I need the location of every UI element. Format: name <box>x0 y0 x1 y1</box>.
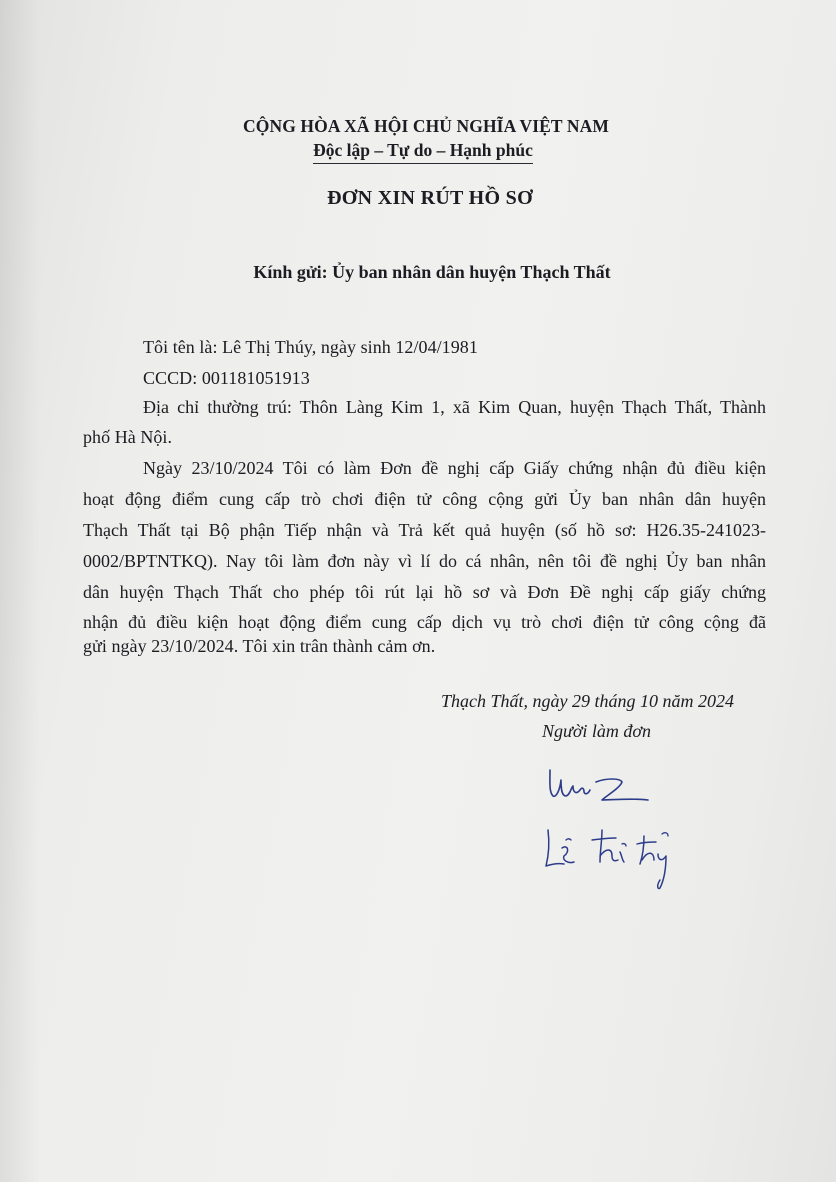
place-date: Thạch Thất, ngày 29 tháng 10 năm 2024 <box>441 691 735 711</box>
recipient-line: Kính gửi: Ủy ban nhân dân huyện Thạch Thất <box>253 262 611 282</box>
body-line-last: gửi ngày 23/10/2024. Tôi xin trân thành cảm ơn. <box>83 636 436 656</box>
page-edge-shadow <box>0 0 40 1182</box>
national-name: CỘNG HÒA XÃ HỘI CHỦ NGHĨA VIỆT NAM <box>243 116 609 136</box>
body-line: 0002/BPTNTKQ). Nay tôi làm đơn này vì lí do cá nhân, nên tôi đề nghị Ủy ban nhân <box>83 551 766 571</box>
name-line: Tôi tên là: Lê Thị Thúy, ngày sinh 12/04/1981 <box>143 337 478 357</box>
body-line: dân huyện Thạch Thất cho phép tôi rút lại hồ sơ và Đơn Đề nghị cấp giấy chứng <box>83 582 766 602</box>
handwritten-signature <box>540 760 680 900</box>
body-line: Ngày 23/10/2024 Tôi có làm Đơn đề nghị cấp Giấy chứng nhận đủ điều kiện <box>143 458 766 478</box>
address-line-1: Địa chỉ thường trú: Thôn Làng Kim 1, xã Kim Quan, huyện Thạch Thất, Thành <box>143 397 766 417</box>
body-line: Thạch Thất tại Bộ phận Tiếp nhận và Trả kết quả huyện (số hồ sơ: H26.35-241023- <box>83 520 766 540</box>
body-line: hoạt động điểm cung cấp trò chơi điện tử công cộng gửi Ủy ban nhân dân huyện <box>83 489 766 509</box>
signer-label: Người làm đơn <box>542 721 652 741</box>
address-line-2: phố Hà Nội. <box>83 427 173 447</box>
id-line: CCCD: 001181051913 <box>143 368 310 388</box>
motto: Độc lập – Tự do – Hạnh phúc <box>313 140 533 164</box>
document-title: ĐƠN XIN RÚT HỒ SƠ <box>327 187 533 209</box>
motto-container <box>0 140 836 164</box>
body-line: nhận đủ điều kiện hoạt động điểm cung cấp dịch vụ trò chơi điện tử công cộng đã <box>83 612 766 632</box>
